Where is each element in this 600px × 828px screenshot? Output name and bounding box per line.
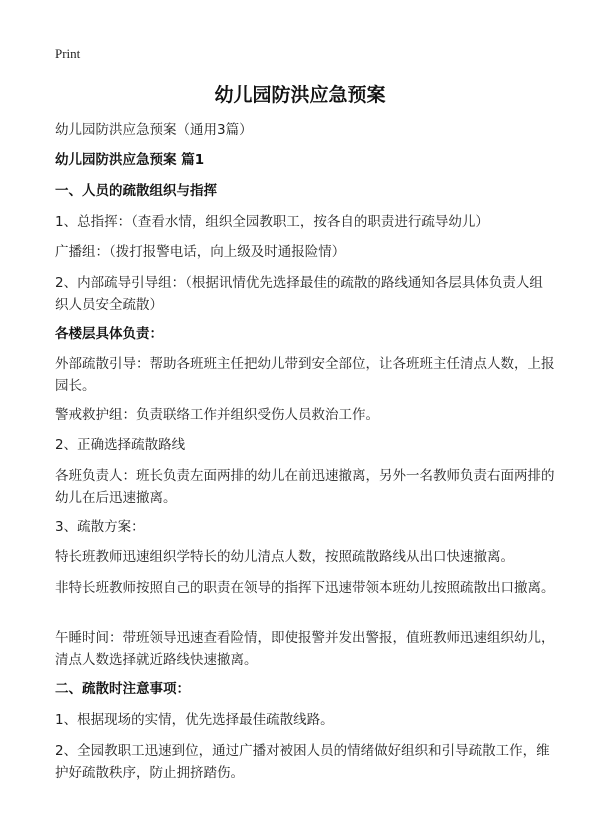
- paragraph-special-class: 特长班教师迅速组织学特长的幼儿清点人数，按照疏散路线从出口快速撤离。: [55, 549, 514, 565]
- paragraph-nap-time: 午睡时间：带班领导迅速查看险情，即使报警并发出警报，值班教师迅速组织幼儿，清点人数选择就近路线快速撤离。: [55, 630, 555, 668]
- paragraph-route-selection: 2、正确选择疏散路线: [55, 437, 186, 453]
- print-link[interactable]: Print: [55, 46, 81, 61]
- heading-evacuation-organization: 一、人员的疏散组织与指挥: [55, 183, 217, 199]
- heading-floor-responsibility: 各楼层具体负责：: [55, 326, 163, 342]
- paragraph-external-guidance: 外部疏散引导：帮助各班班主任把幼儿带到安全部位，让各班班主任清点人数，上报园长。: [55, 356, 555, 394]
- page-title: 幼儿园防洪应急预案: [214, 84, 386, 106]
- paragraph-alert-rescue: 警戒救护组：负责联络工作并组织受伤人员救治工作。: [55, 407, 379, 423]
- paragraph-internal-guidance: 2、内部疏导引导组：（根据讯情优先选择最佳的疏散的路线通知各层具体负责人组织人员安全疏散）: [55, 275, 543, 313]
- paragraph-staff-arrival: 2、全园教职工迅速到位，通过广播对被困人员的情绪做好组织和引导疏散工作，维护好疏散秩序，防止拥挤踏伤。: [55, 743, 550, 781]
- heading-evacuation-notes: 二、疏散时注意事项：: [55, 681, 190, 697]
- paragraph-evacuation-plan: 3、疏散方案：: [55, 519, 145, 535]
- paragraph-commander: 1、总指挥：（查看水情，组织全园教职工，按各自的职责进行疏导幼儿）: [55, 214, 489, 230]
- paragraph-broadcast-group: 广播组：（拨打报警电话，向上级及时通报险情）: [55, 244, 346, 260]
- paragraph-regular-class: 非特长班教师按照自己的职责在领导的指挥下迅速带领本班幼儿按照疏散出口撤离。: [55, 580, 555, 596]
- subtitle: 幼儿园防洪应急预案（通用3篇）: [55, 122, 253, 138]
- paragraph-best-route: 1、根据现场的实情，优先选择最佳疏散线路。: [55, 712, 334, 728]
- section-title: 幼儿园防洪应急预案 篇1: [55, 152, 205, 168]
- paragraph-class-leaders: 各班负责人：班长负责左面两排的幼儿在前迅速撤离，另外一名教师负责右面两排的幼儿在后迅速撤离。: [55, 468, 555, 506]
